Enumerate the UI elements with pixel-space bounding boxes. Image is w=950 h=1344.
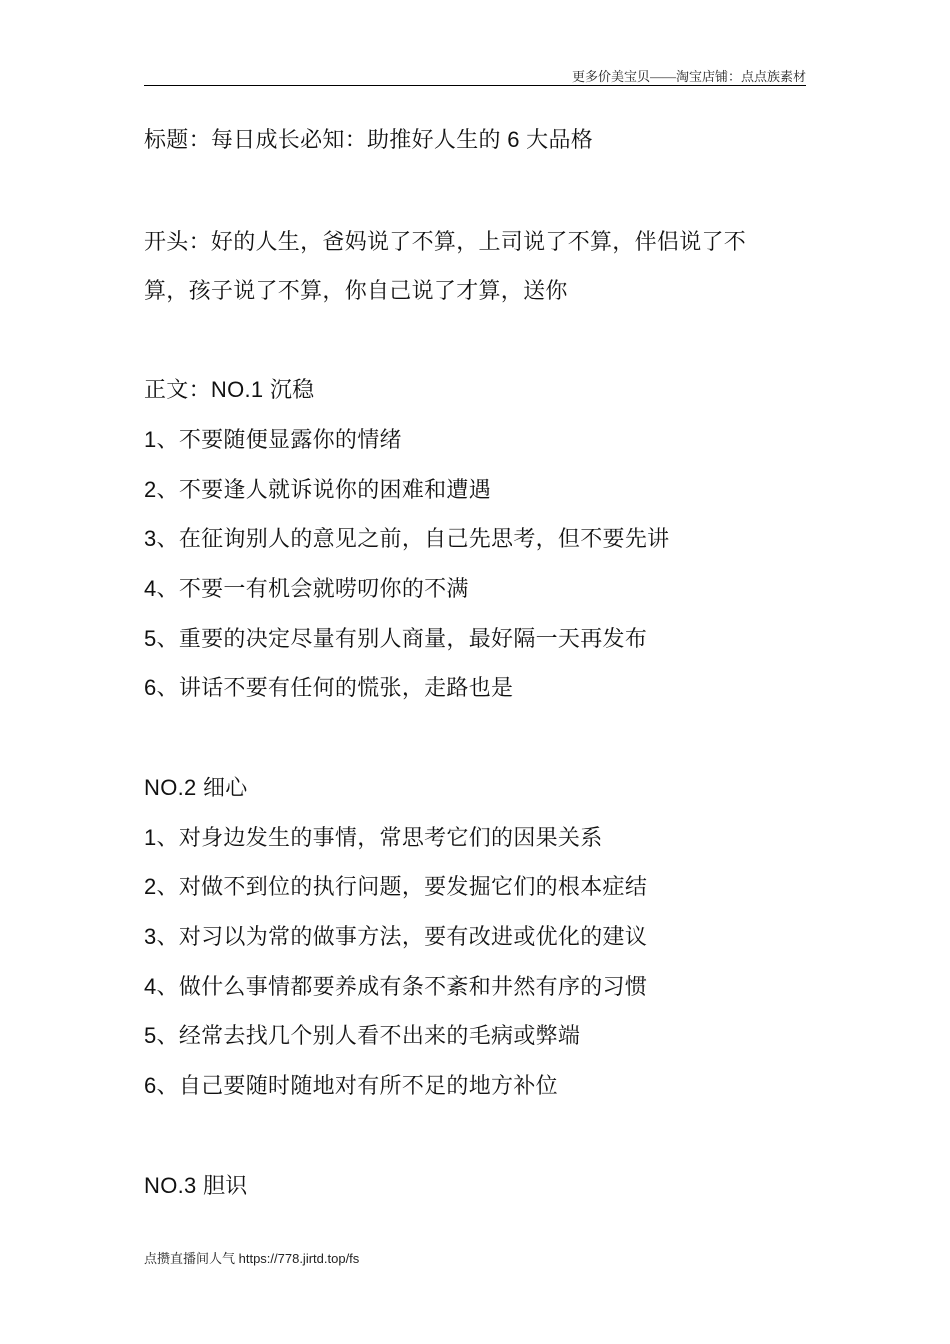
list-item: 6、自己要随时随地对有所不足的地方补位	[144, 1073, 558, 1098]
title-line: 标题：每日成长必知：助推好人生的 6 大品格	[144, 127, 594, 152]
opening-line-2: 算，孩子说了不算，你自己说了才算，送你	[144, 278, 568, 303]
list-item: 5、重要的决定尽量有别人商量，最好隔一天再发布	[144, 626, 648, 651]
list-item: 3、对习以为常的做事方法，要有改进或优化的建议	[144, 924, 648, 949]
opening-line-1: 开头：好的人生，爸妈说了不算，上司说了不算，伴侣说了不	[144, 229, 747, 254]
list-item: 2、对做不到位的执行问题，要发掘它们的根本症结	[144, 874, 648, 899]
section-1-heading: 正文：NO.1 沉稳	[144, 377, 315, 402]
page-header-text: 更多价美宝贝——淘宝店铺：点点族素材	[571, 69, 806, 84]
header-divider	[144, 85, 806, 86]
list-item: 5、经常去找几个别人看不出来的毛病或弊端	[144, 1023, 581, 1048]
page-footer-text: 点攒直播间人气 https://778.jirtd.top/fs	[144, 1251, 360, 1266]
list-item: 2、不要逢人就诉说你的困难和遭遇	[144, 477, 492, 502]
list-item: 3、在征询别人的意见之前，自己先思考，但不要先讲	[144, 526, 670, 551]
list-item: 4、做什么事情都要养成有条不紊和井然有序的习惯	[144, 974, 648, 999]
list-item: 1、对身边发生的事情，常思考它们的因果关系	[144, 825, 603, 850]
list-item: 4、不要一有机会就唠叨你的不满	[144, 576, 469, 601]
section-2-heading: NO.2 细心	[144, 775, 248, 800]
section-3-heading: NO.3 胆识	[144, 1173, 248, 1198]
list-item: 1、不要随便显露你的情绪	[144, 427, 402, 452]
list-item: 6、讲话不要有任何的慌张，走路也是	[144, 675, 514, 700]
